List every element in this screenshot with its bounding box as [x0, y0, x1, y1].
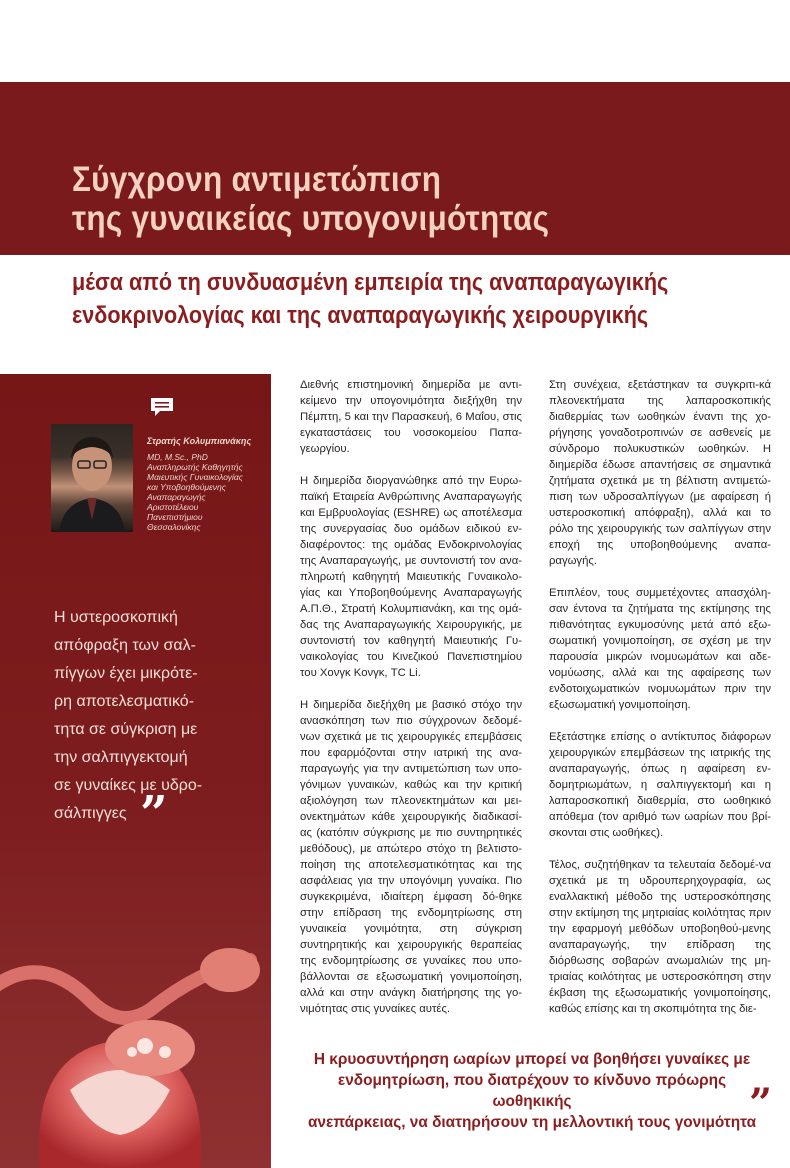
article-paragraph: Διεθνής επιστημονική διημερίδα με αντι-κείμενο την υπογονιμότητα διεξήχθη την Πέμπτη, 5 και την Παρασκευή, 6 Μαΐου, στις εγκαταστάσεις του νοσοκομείου Παπα-γεωργίου. [300, 379, 522, 455]
subtitle-line-2: ενδοκρινολογίας και της αναπαραγωγικής χειρουργικής [72, 302, 649, 329]
author-bio: MD, M.Sc., PhD Αναπληρωτής Καθηγητής Μαιευτικής Γυναικολογίας και Υποβοηθούμενης Αναπαραγωγής Αριστοτέλειου Πανεπιστήμιου Θεσσαλονίκης [147, 452, 243, 532]
article-column-1 [300, 377, 522, 1033]
author-photo [51, 424, 133, 532]
article-column-2 [549, 377, 771, 1033]
title-line-1: Σύγχρονη αντιμετώπιση [72, 160, 442, 199]
quote-mark-icon: ” [140, 786, 168, 842]
bottom-quote-line-1: Η κρυοσυντήρηση ωαρίων μπορεί να βοηθήσει γυναίκες με [313, 1051, 751, 1068]
article-paragraph: Η διημερίδα διοργανώθηκε από την Ευρω-παϊκή Εταιρεία Ανθρώπινης Αναπαραγωγής και Εμβρυολογίας (ESHRE) ως αποτέλεσμα της συνεργασίας δυο ομάδων ειδικού εν-διαφέροντος: της ομάδας Ενδοκρινολογίας της Αναπαραγωγής, με συντονιστή τον ανα-πληρωτή καθηγητή Μαιευτικής Γυναικολο-γίας και Υποβοηθούμενης Αναπαραγωγής Α.Π.Θ., Στρατή Κολυμπιανάκη, και της ομά-δας της Αναπαραγωγικής Χειρουργικής, με συντονιστή τον καθηγητή Μαιευτικής Γυ-ναικολογίας του Κινεζικού Πανεπιστημίου του Χονγκ Κονγκ, TC Li. [300, 475, 522, 679]
bottom-quote-line-3: ανεπάρκειας, να διατηρήσουν τη μελλοντική τους γονιμότητα [307, 1114, 757, 1131]
article-paragraph: Επιπλέον, τους συμμετέχοντες απασχόλη-σαν έντονα τα ζητήματα της εκτίμησης της πιθανότητας εγκυμοσύνης μετά από εξω-σωματική γονιμοποίηση, σε σχέση με την παρουσία μικρών ινομυωμάτων και αδε-νομύωσης, αλλά και της αφαίρεσης των ενδοτοιχωματικών ινομυωμάτων πριν την εξωσωματική γονιμοποίηση. [549, 587, 771, 711]
bottom-quote-line-2: ενδομητρίωση, που διατρέχουν το κίνδυνο πρόωρης ωοθηκικής [337, 1072, 727, 1110]
page-subtitle [72, 266, 756, 332]
comment-icon [149, 396, 175, 418]
pull-quote: Η υστεροσκοπική απόφραξη των σαλ- πίγγων έχει μικρότε- ρη αποτελεσματικό- τητα σε σύγκριση με την σαλπιγγεκτομή σε γυναίκες με υδρο- σάλπιγγες [54, 609, 203, 822]
author-portrait-icon [51, 424, 133, 532]
bottom-pull-quote [297, 1049, 767, 1133]
subtitle-line-1: μέσα από τη συνδυασμένη εμπειρία της αναπαραγωγικής [72, 269, 669, 296]
article-paragraph: Η διημερίδα διεξήχθη με βασικό στόχο την ανασκόπηση των πιο σύγχρονων δεδομέ-νων σχετικά με τις χειρουργικές επεμβάσεις που εφαρμόζονται στην ιατρική της ανα-παραγωγής για την αντιμετώπιση των υπο-γόνιμων γυναικών, καθώς και την κριτική αξιολόγηση των πλεονεκτημάτων και μει-ονεκτημάτων κάθε χειρουργικής διαδικασί-ας (κατόπιν σύγκρισης με πιο συντηρητικές μεθόδους), με απώτερο στόχο τη βελτιστο-ποίηση της αποτελεσματικότητας και της ασφάλειας για την υπογόνιμη γυναίκα. Πιο συγκεκριμένα, ιδιαίτερη έμφαση δό-θηκε στην επίδραση της ενδομητρίωσης στη γυναικεία γονιμότητα, στη σύγκριση συντηρητικής και χειρουργικής θεραπείας της ενδομητρίωσης σε γυναίκες που υπο-βάλλονται σε εξωσωματική γονιμοποίηση, αλλά και στην ανάγκη διατήρησης της γο-νιμότητας στις γυναίκες αυτές. [300, 699, 522, 1015]
quote-mark-icon: ” [749, 1080, 773, 1127]
uterus-illustration [0, 930, 271, 1168]
author-name: Στρατής Κολυμπιανάκης [147, 436, 252, 446]
article-paragraph: Στη συνέχεια, εξετάστηκαν τα συγκριτι-κά πλεονεκτήματα της λαπαροσκοπικής διαθερμίας των ωοθηκών έναντι της χο-ρήγησης γοναδοτροπινών σε ασθενείς με σύνδρομο πολυκυστικών ωοθηκών. Η διημερίδα έδωσε απαντήσεις σε σημαντικά ζητήματα σχετικά με τη βέλτιστη αντιμετώ-πιση των υδροσαλπίγγων (με αφαίρεση ή υστεροσκοπική απόφραξη), αλλά και το ρόλο της χειρουργικής των σαλπίγγων στην εποχή της υποβοηθούμενης αναπα-ραγωγής. [549, 379, 771, 567]
title-line-2: της γυναικείας υπογονιμότητας [72, 199, 550, 238]
article-paragraph: Εξετάστηκε επίσης ο αντίκτυπος διάφορων χειρουργικών επεμβάσεων της ιατρικής της αναπαραγωγής, όπως η αφαίρεση εν-δομητριωμάτων, η σαλπιγγεκτομή και η λαπαροσκοπική διαθερμία, στο ωοθηκικό απόθεμα (τον αριθμό των ωαρίων που βρί-σκονται στις ωοθήκες). [549, 731, 771, 839]
article-paragraph: Τέλος, συζητήθηκαν τα τελευταία δεδομέ-να σχετικά με τη υδρουπερηχογραφία, ως εναλλακτική μέθοδο της υστεροσκόπησης στην εκτίμηση της μητριαίας κοιλότητας πριν την εφαρμογή μεθόδων υποβοηθού-μενης αναπαραγωγής, την επίδραση της διόρθωσης σοβαρών ανωμαλιών της μη-τριαίας κοιλότητας με υστεροσκόπηση στην έκβαση της εξωσωματικής γονιμοποίησης, καθώς επίσης και τη σκοπιμότητα της διε- [549, 859, 771, 1015]
page-title [72, 160, 549, 238]
